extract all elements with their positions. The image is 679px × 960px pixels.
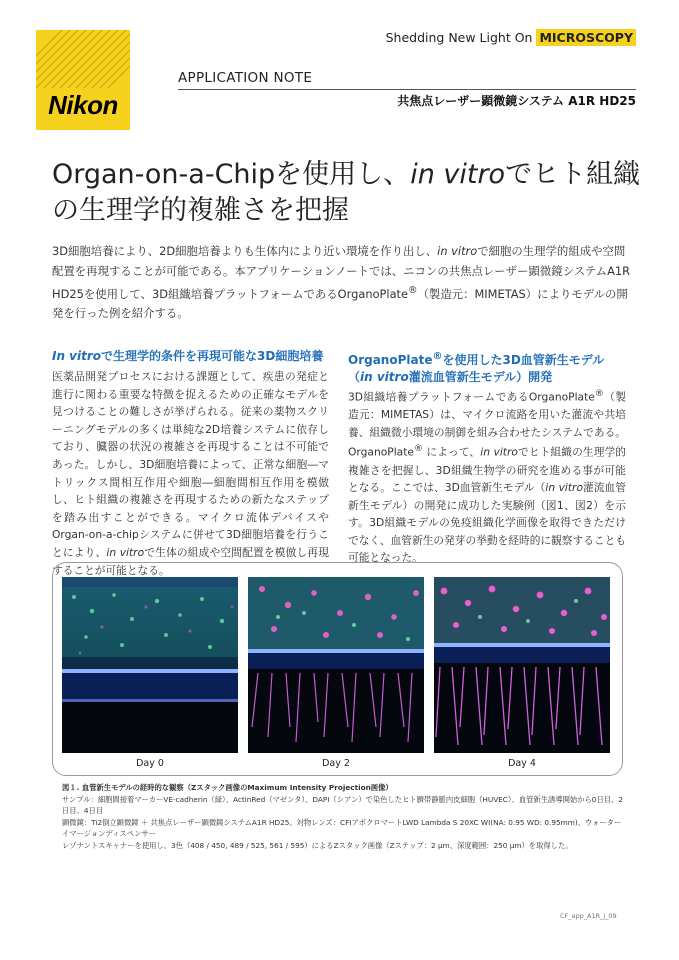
title-italic: in vitro <box>410 159 506 190</box>
right-column-heading <box>348 348 628 386</box>
right-heading-italic: in vitro <box>360 370 409 384</box>
right-body-text-1: 3D組織培養プラットフォームであるOrganoPlate <box>348 390 595 404</box>
right-heading-text-1: OrganoPlate <box>348 353 433 367</box>
page-title <box>52 157 642 229</box>
intro-text-1: 3D細胞培養により、2D細胞培養よりも生体内により近い環境を作り出し、 <box>52 244 438 258</box>
header-divider <box>178 89 636 90</box>
caption-microscope: 顕微鏡：Ti2倒立顕微鏡 ＋ 共焦点レーザー顕微鏡システムA1R HD25、対物レンズ：CFIアポクロマートLWD Lambda S 20XC WI(NA: 0.95 WD: 0.95mm)、ウォーターイマージョンディスペンサー <box>62 817 622 838</box>
right-body-text-4: でヒト組織の生理学的複雑さを把握し、3D組織生物学の研究を進める事が可能となる。ここでは、3D血管新生モデル（ <box>348 445 626 495</box>
right-body-registered-1: ® <box>594 389 604 399</box>
left-heading-italic: In vitro <box>52 349 102 363</box>
title-part-1: Organ-on-a-Chipを使用し、 <box>52 159 411 190</box>
right-body-text-3: によって、 <box>422 445 481 459</box>
right-heading-text-3: 灌流血管新生モデル）開発 <box>408 370 553 384</box>
caption-sample: サンプル：細胞間接着マーカーVE-cadherin（緑）、ActinRed（マゼンタ）、DAPI（シアン）で染色したヒト臍帯静脈内皮細胞（HUVEC）、血管新生誘導開始から0日目、2日目、4日目 <box>62 794 623 815</box>
title-line-2: の生理学的複雑さを把握 <box>52 195 349 226</box>
left-body-text-1: 医薬品開発プロセスにおける課題として、疾患の発症と進行に関わる重要な特徴を捉えるための正確なモデルを見つけることの難しさが挙げられる。従来の薬物スクリーニングモデルの多くは単純な2D培養システムに依存しており、臓器の状況の複雑さを再現することは不可能であった。しかし、3D細胞培養によって、正常な細胞―マトリックス間相互作用や細胞―細胞間相互作用を模倣し、ヒト組織の複雑さを再現するための新たなステップを踏み出すことができる。マイクロ流体デバイスやOrgan-on-a-chipシステムに併せて3D細胞培養を行うことにより、 <box>52 370 329 559</box>
right-body-italic-2: in vitro <box>545 481 583 495</box>
day-label-4: Day 4 <box>508 758 536 769</box>
right-body-text-5: 灌流血管新生モデル）の開発に成功した実験例（図1、図2）を示す。3D組織モデルの免疫組織化学画像を取得できただけでなく、血管新生の発芽の挙動を経時的に観察することも可能となった。 <box>348 481 626 565</box>
right-column-body <box>348 386 626 567</box>
tagline <box>380 30 636 45</box>
left-heading-text: で生理学的条件を再現可能な3D細胞培養 <box>101 349 324 363</box>
microscopy-image-day-2 <box>248 577 424 753</box>
tagline-prefix: Shedding New Light On <box>385 30 533 45</box>
intro-italic: in vitro <box>437 244 478 258</box>
tagline-highlight: MICROSCOPY <box>536 29 636 46</box>
left-body-italic: in vitro <box>106 545 145 559</box>
day-label-2: Day 2 <box>322 758 350 769</box>
left-body-text-2: で生体の組成や空間配置を模倣し再現することが可能となる。 <box>52 545 329 577</box>
intro-text-3: （製造元：MIMETAS）によりモデルの開発を行った例を紹介する。 <box>52 286 628 321</box>
caption-acquisition: レゾナントスキャナーを使用し、3色（408 / 450, 489 / 525, 561 / 595）によるZスタック画像（Zステップ：2 µm、深度範囲：250 µm）を取得した。 <box>62 840 573 850</box>
day-label-0: Day 0 <box>136 758 164 769</box>
logo-wordmark: Nikon <box>48 90 118 120</box>
intro-registered: ® <box>408 285 418 296</box>
intro-paragraph <box>52 242 632 324</box>
right-body-text-2: （製造元：MIMETAS）は、マイクロ流路を用いた灌流や共培養、組織微小環境の制御を組み合わせたシステムである。OrganoPlate <box>348 390 626 459</box>
document-code: CF_app_A1R_j_09 <box>560 912 617 920</box>
nikon-logo <box>36 30 130 130</box>
right-heading-text-2: を使用した3D血管新生モデル（ <box>348 353 605 384</box>
microscopy-image-day-4 <box>434 577 610 753</box>
system-name: 共焦点レーザー顕微鏡システム A1R HD25 <box>397 94 636 108</box>
right-body-italic-1: in vitro <box>480 445 518 459</box>
right-body-registered-2: ® <box>414 444 423 455</box>
microscopy-image-day-0 <box>62 577 238 753</box>
left-column-body <box>52 368 329 579</box>
right-heading-registered: ® <box>432 351 443 362</box>
left-column-heading <box>52 348 332 365</box>
title-part-2: でヒト組織 <box>505 159 641 190</box>
caption-title: 図１. 血管新生モデルの経時的な観察（Zスタック画像のMaximum Intensity Projection画像） <box>62 783 393 792</box>
application-note-label: APPLICATION NOTE <box>178 70 313 86</box>
intro-text-2: で細胞の生理学的組成や空間配置を再現することが可能である。本アプリケーションノートでは、ニコンの共焦点レーザー顕微鏡システムA1R HD25を使用して、3D組織培養プラットフォームであるOrganoPlate <box>52 244 631 301</box>
figure-caption <box>62 782 627 851</box>
